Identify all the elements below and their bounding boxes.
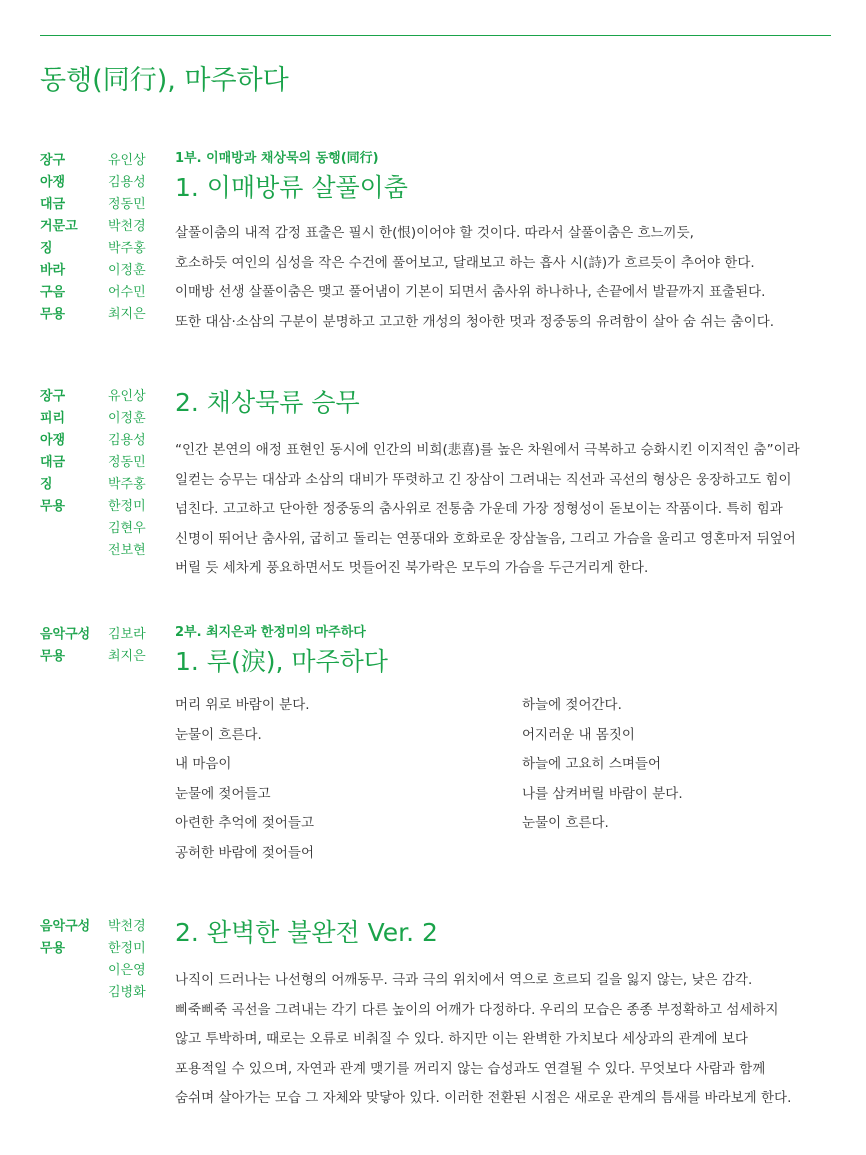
credit-row — [40, 216, 175, 238]
performer-name: 유인상 — [108, 153, 146, 168]
performer-name: 김용성 — [108, 433, 146, 448]
piece-title: 2. 완벽한 불완전 Ver. 2 — [175, 918, 438, 947]
credit-names — [108, 916, 146, 938]
credits-list — [40, 624, 175, 668]
credit-row — [40, 304, 175, 326]
text-line: 버릴 듯 세차게 풍요하면서도 멋들어진 북가락은 모두의 가슴을 두근거리게 한다. — [175, 560, 649, 576]
poem-line: 하늘에 고요히 스며들어 — [522, 756, 661, 772]
piece-title: 1. 이매방류 살풀이춤 — [175, 173, 408, 202]
piece-description — [175, 219, 835, 337]
credits-list — [40, 386, 175, 558]
credit-names — [108, 238, 146, 260]
performer-name: 김현우 — [108, 521, 146, 536]
credit-role: 음악구성 — [40, 627, 91, 642]
credit-names — [108, 474, 146, 496]
credit-role: 무용 — [40, 649, 66, 664]
credit-names — [108, 496, 146, 558]
credit-role: 아쟁 — [40, 175, 66, 190]
performer-name: 이정훈 — [108, 411, 146, 426]
credit-role: 바라 — [40, 263, 66, 278]
credit-row — [40, 238, 175, 260]
poem-left-column — [175, 691, 314, 868]
performer-name: 박천경 — [108, 219, 146, 234]
poem-line: 머리 위로 바람이 분다. — [175, 697, 310, 713]
credit-role: 대금 — [40, 455, 66, 470]
credit-row — [40, 916, 175, 938]
performer-name: 최지은 — [108, 307, 146, 322]
piece-title: 1. 루(淚), 마주하다 — [175, 647, 388, 676]
credit-names — [108, 646, 146, 668]
poem-line: 공허한 바람에 젖어들어 — [175, 844, 314, 861]
credit-role: 장구 — [40, 389, 66, 404]
poem-line: 내 마음이 — [175, 756, 232, 772]
credit-names — [108, 150, 146, 172]
credit-role: 징 — [40, 241, 53, 256]
credit-row — [40, 496, 175, 558]
section-content — [175, 916, 835, 1114]
part-label: 1부. 이매방과 채상묵의 동행(同行) — [175, 151, 379, 166]
performer-name: 이정훈 — [108, 263, 146, 278]
credits-list — [40, 916, 175, 1000]
credit-row — [40, 938, 175, 1000]
poem-line: 하늘에 젖어간다. — [522, 697, 622, 713]
performer-name: 김보라 — [108, 627, 146, 642]
poem-line: 눈물에 젖어들고 — [175, 785, 271, 802]
performer-name: 유인상 — [108, 389, 146, 404]
poem-line: 눈물이 흐른다. — [175, 726, 262, 743]
credit-role: 무용 — [40, 941, 66, 956]
credit-role: 무용 — [40, 499, 66, 514]
credit-row — [40, 624, 175, 646]
credit-names — [108, 408, 146, 430]
piece-description — [175, 436, 835, 584]
performer-name: 최지은 — [108, 649, 146, 664]
performer-name: 박주홍 — [108, 477, 146, 492]
credit-role: 징 — [40, 477, 53, 492]
credit-row — [40, 150, 175, 172]
performer-name: 어수민 — [108, 285, 146, 300]
performer-name: 정동민 — [108, 197, 146, 212]
credit-names — [108, 282, 146, 304]
poem-line: 어지러운 내 몸짓이 — [522, 726, 635, 743]
credits-list — [40, 150, 175, 326]
credit-names — [108, 430, 146, 452]
performer-name: 이은영 — [108, 963, 146, 978]
text-line: 일컫는 승무는 대삼과 소삼의 대비가 뚜렷하고 긴 장삼이 그려내는 직선과 곡선의 형상은 웅장하고도 힘이 — [175, 471, 792, 488]
credit-names — [108, 624, 146, 646]
poem-line: 아련한 추억에 젖어들고 — [175, 815, 314, 831]
performer-name: 전보현 — [108, 543, 146, 558]
part-label: 2부. 최지은과 한정미의 마주하다 — [175, 625, 366, 640]
page-title: 동행(同行), 마주하다 — [40, 65, 289, 96]
credit-row — [40, 646, 175, 668]
credit-names — [108, 194, 146, 216]
text-line: 포용적일 수 있으며, 자연과 관계 맺기를 꺼리지 않는 습성과도 연결될 수 있다. 무엇보다 사람과 함께 — [175, 1060, 766, 1077]
section-content — [175, 386, 835, 584]
credit-row — [40, 452, 175, 474]
poem-line: 눈물이 흐른다. — [522, 815, 609, 831]
credit-names — [108, 172, 146, 194]
text-line: 넘친다. 고고하고 단아한 정중동의 춤사위로 전통춤 가운데 가장 정형성이 돋보이는 작품이다. 특히 힘과 — [175, 501, 783, 517]
section-content — [175, 624, 835, 861]
credit-names — [108, 452, 146, 474]
text-line: 삐죽삐죽 곡선을 그려내는 각기 다른 높이의 어깨가 다정하다. 우리의 모습은 종종 부정확하고 섬세하지 — [175, 1001, 779, 1018]
text-line: 않고 투박하며, 때로는 오류로 비춰질 수 있다. 하지만 이는 완벽한 가치보다 세상과의 관계에 보다 — [175, 1031, 748, 1047]
credit-names — [108, 304, 146, 326]
performer-name: 김용성 — [108, 175, 146, 190]
top-divider — [40, 35, 831, 36]
text-line: 살풀이춤의 내적 감정 표출은 필시 한(恨)이어야 할 것이다. 따라서 살풀이춤은 흐느끼듯, — [175, 225, 694, 241]
piece-description — [175, 966, 835, 1114]
text-line: 신명이 뛰어난 춤사위, 굽히고 돌리는 연풍대와 호화로운 장삼놀음, 그리고 가슴을 울리고 영혼마저 뒤엎어 — [175, 530, 796, 547]
poem-line: 나를 삼켜버릴 바람이 분다. — [522, 785, 683, 802]
poem-right-column — [522, 691, 683, 839]
text-line: “인간 본연의 애정 표현인 동시에 인간의 비희(悲喜)를 높은 차원에서 극복하고 승화시킨 이지적인 춤”이라 — [175, 442, 800, 458]
text-line: 나직이 드러나는 나선형의 어깨동무. 극과 극의 위치에서 역으로 흐르되 길을 잃지 않는, 낮은 감각. — [175, 972, 753, 988]
text-line: 이매방 선생 살풀이춤은 맺고 풀어냄이 기본이 되면서 춤사위 하나하나, 손끝에서 발끝까지 표출된다. — [175, 284, 766, 300]
credit-row — [40, 282, 175, 304]
credit-row — [40, 474, 175, 496]
section-content — [175, 150, 835, 337]
credit-role: 거문고 — [40, 219, 78, 234]
credit-row — [40, 386, 175, 408]
credit-role: 피리 — [40, 411, 66, 426]
credit-role: 대금 — [40, 197, 66, 212]
credit-names — [108, 386, 146, 408]
credit-row — [40, 260, 175, 282]
credit-row — [40, 408, 175, 430]
credit-names — [108, 260, 146, 282]
credit-row — [40, 430, 175, 452]
text-line: 또한 대삼·소삼의 구분이 분명하고 고고한 개성의 청아한 멋과 정중동의 유려함이 살아 숨 쉬는 춤이다. — [175, 313, 775, 330]
piece-title: 2. 채상묵류 승무 — [175, 388, 360, 417]
performer-name: 한정미 — [108, 499, 146, 514]
credit-names — [108, 216, 146, 238]
credit-role: 음악구성 — [40, 919, 91, 934]
text-line: 숨쉬며 살아가는 모습 그 자체와 맞닿아 있다. 이러한 전환된 시점은 새로운 관계의 틈새를 바라보게 한다. — [175, 1090, 792, 1106]
performer-name: 정동민 — [108, 455, 146, 470]
credit-role: 무용 — [40, 307, 66, 322]
text-line: 호소하듯 여인의 심성을 작은 수건에 풀어보고, 달래보고 하는 흡사 시(詩)가 흐르듯이 추어야 한다. — [175, 254, 755, 271]
credit-role: 아쟁 — [40, 433, 66, 448]
credit-role: 구음 — [40, 285, 66, 300]
credit-row — [40, 172, 175, 194]
performer-name: 한정미 — [108, 941, 146, 956]
performer-name: 박주홍 — [108, 241, 146, 256]
credit-names — [108, 938, 146, 1000]
performer-name: 김병화 — [108, 985, 146, 1000]
performer-name: 박천경 — [108, 919, 146, 934]
credit-role: 장구 — [40, 153, 66, 168]
credit-row — [40, 194, 175, 216]
